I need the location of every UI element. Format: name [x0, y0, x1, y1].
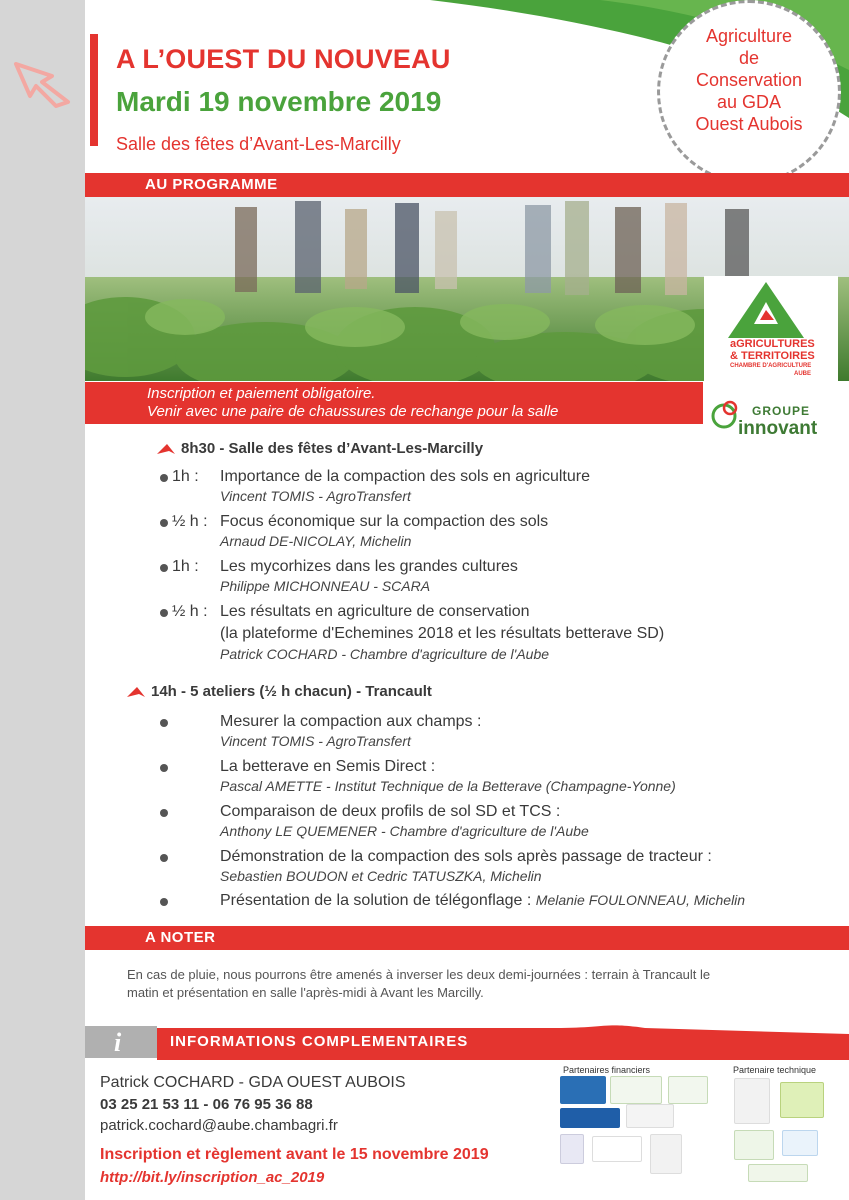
bullet-icon [160, 609, 168, 617]
item-title-continued: (la plateforme d'Echemines 2018 et les résultats betterave SD) [220, 625, 665, 642]
cgb-aube-logo [748, 1164, 808, 1182]
chamber-logo-line-1: aGRICULTURES [730, 338, 815, 350]
item-speaker: Pascal AMETTE - Institut Technique de la Betterave (Champagne-Yonne) [220, 778, 676, 794]
bullet-icon [160, 519, 168, 527]
ecophyto-dephy-logo [668, 1076, 708, 1104]
registration-banner [85, 382, 703, 424]
note-line: matin et présentation en salle l'après-midi à Avant les Marcilly. [127, 985, 484, 1000]
item-speaker: Vincent TOMIS - AgroTransfert [220, 733, 411, 749]
registration-deadline: Inscription et règlement avant le 15 novembre 2019 [100, 1146, 489, 1163]
morning-session-heading: 8h30 - Salle des fêtes d’Avant-Les-Marcilly [181, 440, 484, 457]
item-speaker: Arnaud DE-NICOLAY, Michelin [220, 533, 412, 549]
item-speaker: Melanie FOULONNEAU, Michelin [535, 892, 746, 908]
item-duration: 1h : [172, 468, 199, 485]
afternoon-session-heading: 14h - 5 ateliers (½ h chacun) - Trancault [151, 683, 432, 700]
item-speaker: Patrick COCHARD - Chambre d'agriculture de l'Aube [220, 646, 550, 662]
item-duration: ½ h : [172, 513, 208, 530]
franceagrimer-logo [626, 1104, 674, 1128]
itb-logo [734, 1130, 774, 1160]
contact-name: Patrick COCHARD - GDA OUEST AUBOIS [100, 1074, 406, 1091]
bullet-icon [160, 764, 168, 772]
note-section-bar: A NOTER [85, 926, 849, 950]
item-title: Comparaison de deux profils de sol SD et TCS : [220, 803, 561, 820]
badge-line: Conservation [695, 70, 803, 90]
badge-line: de [738, 48, 760, 68]
chamber-logo-line-2: & TERRITOIRES [730, 350, 815, 362]
chamber-a-logo-icon [704, 276, 838, 346]
item-duration: ½ h : [172, 603, 208, 620]
programme-section-bar: AU PROGRAMME [85, 173, 849, 197]
chamber-logo [704, 276, 838, 384]
topic-badge [657, 0, 841, 184]
registration-line: Inscription et paiement obligatoire. [147, 385, 376, 402]
innovant-logo-line-2: innovant [738, 418, 818, 439]
note-line: En cas de pluie, nous pourrons être amenés à inverser les deux demi-journées : terrain à Trancault le [127, 967, 711, 982]
aube-departement-logo [592, 1136, 642, 1162]
bullet-icon [160, 898, 168, 906]
bullet-icon [160, 854, 168, 862]
michelin-logo [650, 1134, 682, 1174]
michelin-technical-logo [734, 1078, 770, 1124]
chamber-logo-line-3: CHAMBRE D'AGRICULTURE [730, 363, 812, 369]
item-title: Présentation de la solution de télégonflage : [220, 892, 532, 909]
info-section-title: INFORMATIONS COMPLEMENTAIRES [170, 1033, 469, 1050]
registration-line: Venir avec une paire de chaussures de rechange pour la salle [147, 403, 559, 420]
grand-est-logo [560, 1108, 620, 1128]
badge-line: Agriculture [705, 26, 793, 46]
bullet-icon [160, 474, 168, 482]
bullet-icon [160, 719, 168, 727]
contact-email[interactable]: patrick.cochard@aube.chambagri.fr [100, 1117, 338, 1134]
red-arrow-icon [125, 685, 147, 699]
red-arrow-icon [155, 442, 177, 456]
financial-partners-label: Partenaires financiers [563, 1065, 651, 1075]
item-title: Les mycorhizes dans les grandes cultures [220, 558, 518, 575]
item-title: Les résultats en agriculture de conservation [220, 603, 530, 620]
contact-phones: 03 25 21 53 11 - 06 76 95 36 88 [100, 1096, 313, 1113]
item-title: Focus économique sur la compaction des sols [220, 513, 549, 530]
scara-logo [782, 1130, 818, 1156]
badge-line: Ouest Aubois [695, 114, 803, 134]
eau-seine-logo [560, 1076, 606, 1104]
technical-partner-label: Partenaire technique [733, 1065, 817, 1075]
item-speaker: Sebastien BOUDON et Cedric TATUSZKA, Michelin [220, 868, 542, 884]
info-icon: i [114, 1028, 122, 1057]
item-speaker: Vincent TOMIS - AgroTransfert [220, 488, 411, 504]
chamber-logo-line-4: AUBE [794, 371, 812, 377]
ecophyto-logo [610, 1076, 662, 1104]
badge-line: au GDA [716, 92, 782, 112]
event-date: Mardi 19 novembre 2019 [116, 86, 442, 117]
republique-francaise-logo [560, 1134, 584, 1164]
item-title: Importance de la compaction des sols en agriculture [220, 468, 590, 485]
bullet-icon [160, 809, 168, 817]
innovant-logo-line-1: GROUPE [752, 404, 811, 418]
item-duration: 1h : [172, 558, 199, 575]
agrotransfert-logo [780, 1082, 824, 1118]
item-title: Mesurer la compaction aux champs : [220, 713, 482, 730]
registration-link[interactable]: http://bit.ly/inscription_ac_2019 [100, 1169, 325, 1186]
event-title: A L’OUEST DU NOUVEAU [116, 44, 451, 74]
item-speaker: Philippe MICHONNEAU - SCARA [220, 578, 431, 594]
item-title: La betterave en Semis Direct : [220, 758, 436, 775]
title-accent-bar [90, 34, 98, 146]
item-speaker: Anthony LE QUEMENER - Chambre d'agriculture de l'Aube [220, 823, 589, 839]
bullet-icon [160, 564, 168, 572]
note-text [127, 966, 839, 1002]
event-venue: Salle des fêtes d’Avant-Les-Marcilly [116, 134, 401, 154]
item-title: Démonstration de la compaction des sols après passage de tracteur : [220, 848, 712, 865]
